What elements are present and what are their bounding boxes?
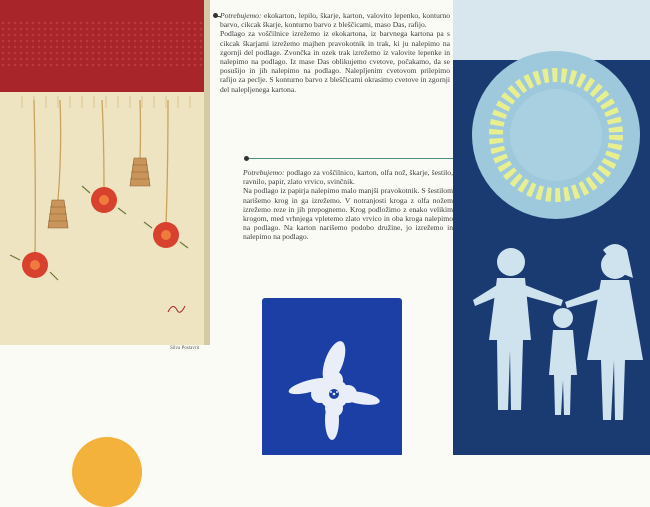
instructions-text: Podlago za voščilnice izrežemo iz ekokartona, iz barvnega kartona pa s cikcak škarjami izrežemo majhen pravokotnik in trak, ki ju nalepimo na zgornji del podlage. Zvončka in ozek trak izrežemo iz valovite lepenke in nalepimo na podlago. Iz mase Das oblikujemo cvetove, počakamo, da se posušijo in jih nalepimo na podlago. Nalepljenim cvetovom prilepimo rafijo za peclje. S konturno barvo z bleščicami okrasimo cvetove in zgornji del nalepljenega kartona. xyxy=(220,29,450,94)
materials-list: podlago za voščilnico, karton, olfa nož, škarje, šestilo, ravnilo, papir, zlato vrvico, svinčnik. xyxy=(243,168,453,187)
materials-lead: Potrebujemo: xyxy=(243,168,285,177)
bullet-dot-icon xyxy=(213,13,218,18)
bullet-dot-icon xyxy=(244,156,249,161)
paper-cutout-art xyxy=(453,0,650,455)
section-divider xyxy=(247,158,457,159)
instructions-block-1 xyxy=(220,11,450,94)
materials-list: ekokarton, lepilo, škarje, karton, valovito lepenko, konturno barvo, cikcak škarje, konturno barvo z bleščicami, maso Das, rafijo. xyxy=(220,11,450,30)
instructions-text: Na podlago iz papirja nalepimo malo manjši pravokotnik. S šestilom narišemo krog in ga izrežemo. V notranjosti kroga z olfa nožem izrežemo reze in jih prepognemo. Krog podložimo z enako velikim krogom, med vrhnjega vpletemo zlato vrvico in oba kroga nalepimo na podlago. Na karton narišemo podobo družine, jo izrežemo in nalepimo na podlago. xyxy=(243,186,453,242)
card-edge xyxy=(204,0,210,345)
photo-credit: Silva Postavrit xyxy=(170,346,200,351)
hanging-ornaments xyxy=(0,0,210,345)
blue-flower-card-photo xyxy=(262,298,402,455)
family-card-photo xyxy=(453,0,650,455)
materials-lead: Potrebujemo: xyxy=(220,11,262,20)
instructions-block-2 xyxy=(243,168,453,242)
greeting-card-photo xyxy=(0,0,210,345)
orange-ornament-photo xyxy=(72,437,142,507)
flower-cutout-icon xyxy=(262,298,402,455)
